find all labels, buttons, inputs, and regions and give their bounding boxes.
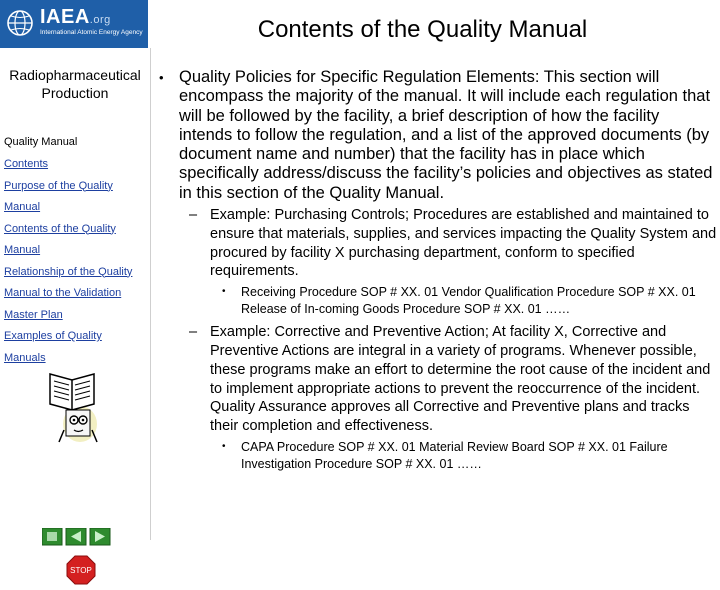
dash-marker: – [189,207,198,224]
nav-link-relationship-cont2[interactable]: Master Plan [4,308,63,321]
globe-icon [5,6,35,40]
logo-subtitle: International Atomic Energy Agency [40,29,143,36]
back-arrow-icon[interactable] [66,528,86,545]
iaea-logo [0,0,148,48]
example-purchasing-text: Example: Purchasing Controls; Procedures are established and maintained to ensure that materials, supplies, and services impacting the Quality System and procured by facility X purchasing department, conform to specified requirements. [210,207,717,280]
book-reader-icon [44,370,102,448]
bullet-main-text: Quality Policies for Specific Regulation Elements: This section will encompass the majority of the manual. It will include each regulation that will be followed by the facility, a brief description of how the facility intends to follow the regulation, and a list of the approved documents (by document name and number) that the facility has in place which specifically address/discuss the facility’s policies and objectives as stated in this section of the Quality Manual. [179,68,713,202]
nav-link-contents-of-cont[interactable]: Manual [4,244,41,256]
example-capa [189,323,717,436]
home-icon[interactable] [42,528,62,545]
logo-domain: .org [89,14,111,26]
bullet-marker: • [222,441,226,453]
example-purchasing [189,206,717,281]
slide-title: Contents of the Quality Manual [257,16,588,43]
nav-link-examples-cont[interactable]: Manuals [4,351,46,364]
example-capa-sops-text: CAPA Procedure SOP # XX. 01 Material Review Board SOP # XX. 01 Failure Investigation Procedure SOP # XX. 01 …… [241,440,668,471]
section-title: Radiopharmaceutical Production [9,67,141,101]
example-capa-sops [220,439,717,472]
stop-sign-icon [66,555,96,585]
stop-label: STOP [70,566,92,575]
bullet-main [157,68,717,203]
example-purchasing-sops-text: Receiving Procedure SOP # XX. 01 Vendor Qualification Procedure SOP # XX. 01 Release of In-coming Goods Procedure SOP # XX. 01 …… [241,285,696,316]
nav-link-purpose-cont[interactable]: Manual [4,201,41,213]
sidebar-nav [4,136,149,369]
nav-link-contents-of[interactable]: Contents of the Quality [4,222,116,235]
content-area [157,68,717,478]
dash-marker: – [189,324,198,341]
example-capa-text: Example: Corrective and Preventive Action; At facility X, Corrective and Preventive Actions are integral in a variety of programs. Whenever possible, these programs make an effort to determine the root cause of the incident and to implement appropriate actions to prevent the reoccurrence of the incident. Quality Assurance approves all Corrective and Preventive plans and tracks their completion and effectiveness. [210,324,711,435]
bullet-marker: • [222,286,226,298]
bullet-marker: • [159,70,164,85]
nav-link-relationship[interactable]: Relationship of the Quality [4,265,133,278]
nav-link-contents[interactable]: Contents [4,158,49,170]
nav-link-examples[interactable]: Examples of Quality [4,330,102,342]
nav-heading: Quality Manual [4,136,78,148]
example-purchasing-sops [220,284,717,317]
stop-button[interactable] [66,555,96,590]
logo-name: IAEA [40,6,90,28]
nav-link-purpose[interactable]: Purpose of the Quality [4,179,113,192]
sidebar [0,48,151,575]
forward-arrow-icon[interactable] [90,528,110,545]
nav-link-relationship-cont[interactable]: Manual to the Validation [4,287,122,299]
